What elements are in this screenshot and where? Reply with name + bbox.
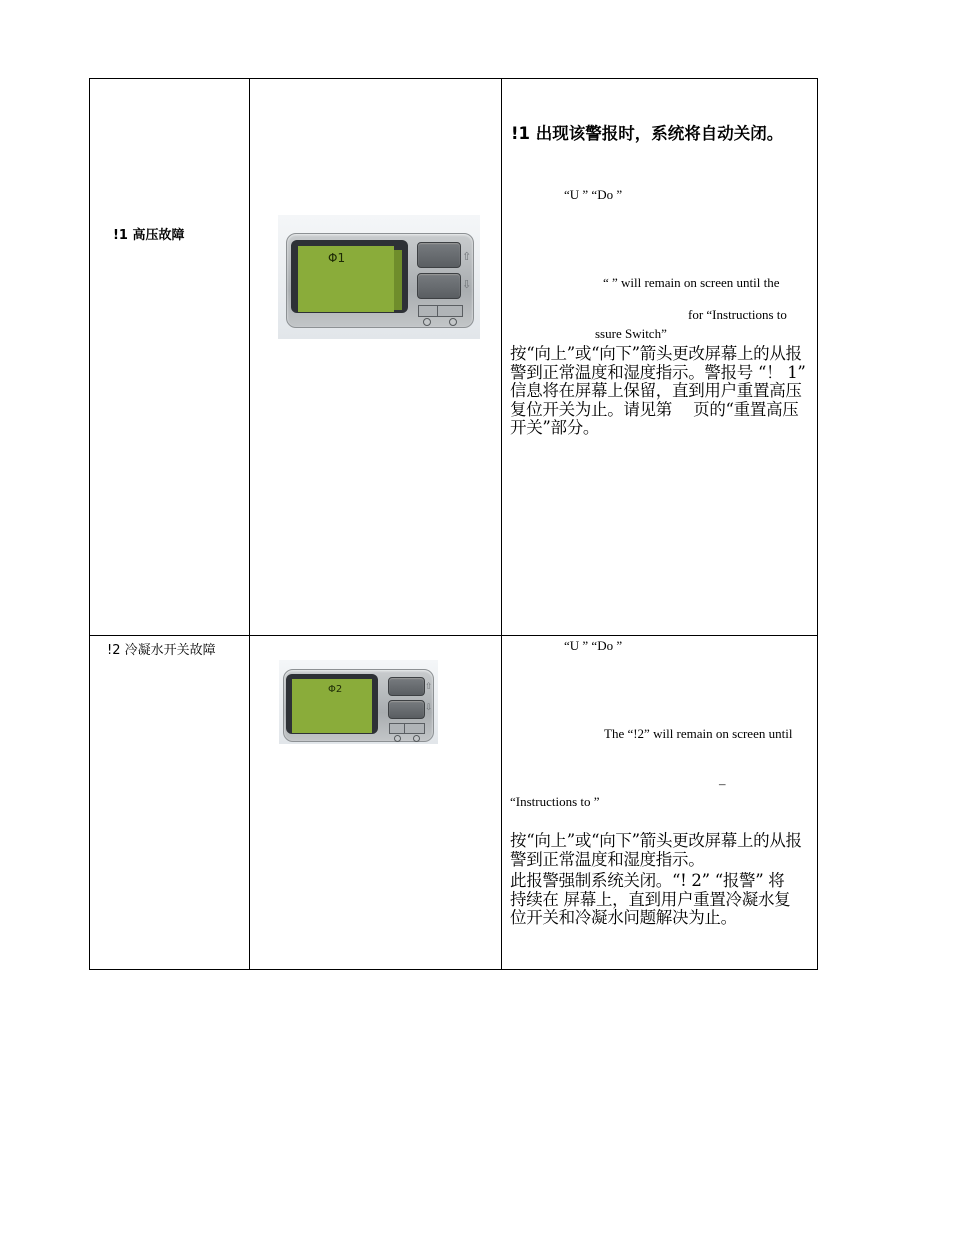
small-key-left xyxy=(389,723,405,734)
display-readout-2: Φ2 xyxy=(328,684,343,695)
small-key-right xyxy=(404,723,425,734)
en-fragment: “ ” will remain on screen until the xyxy=(603,275,780,290)
indicator-icon xyxy=(423,318,431,326)
en-fragment: ssure Switch” xyxy=(595,326,667,341)
indicator-icon xyxy=(394,735,401,742)
en-fragment: The “!2” will remain on screen until xyxy=(604,726,793,741)
down-button xyxy=(417,273,461,299)
indicator-icon xyxy=(449,318,457,326)
indicator-icon xyxy=(413,735,420,742)
zh-description-1: 按“向上”或“向下”箭头更改屏幕上的从报警到正常温度和湿度指示。警报号 “！ 1” 信息将在屏幕上保留，直到用户重置高压复位开关为止。请见第 页的“重置高压开关”部分。 xyxy=(510,344,806,437)
small-key-right xyxy=(437,305,463,317)
en-fragment: “U ” “Do ” xyxy=(564,638,623,653)
en-fragment: “U ” “Do ” xyxy=(564,187,623,202)
down-button xyxy=(388,700,425,719)
alarm-heading-1: !1 出现该警报时，系统将自动关闭。 xyxy=(511,124,784,143)
display-readout-1: Φ1 xyxy=(328,251,346,265)
en-fragment: – xyxy=(719,776,726,791)
column-divider xyxy=(249,79,250,969)
down-arrow-icon: ⇩ xyxy=(425,703,433,713)
column-divider xyxy=(501,79,502,969)
small-key-left xyxy=(418,305,438,317)
alarm-code-1: !1 高压故障 xyxy=(113,228,185,243)
zh-description-2a: 按“向上”或“向下”箭头更改屏幕上的从报警到正常温度和湿度指示。 xyxy=(510,831,802,869)
up-arrow-icon: ⇧ xyxy=(425,682,433,692)
row-divider xyxy=(90,635,817,636)
alarm-code-2: !2 冷凝水开关故障 xyxy=(107,643,216,658)
en-fragment: for “Instructions to xyxy=(688,307,787,322)
up-button xyxy=(417,242,461,268)
up-arrow-icon: ⇧ xyxy=(462,250,472,263)
up-button xyxy=(388,677,425,696)
down-arrow-icon: ⇩ xyxy=(462,278,472,291)
zh-description-2b: 此报警强制系统关闭。“! 2” “报警” 将持续在 屏幕上，直到用户重置冷凝水复位开关和冷凝水问题解决为止。 xyxy=(510,871,791,927)
en-fragment: “Instructions to ” xyxy=(510,794,600,809)
